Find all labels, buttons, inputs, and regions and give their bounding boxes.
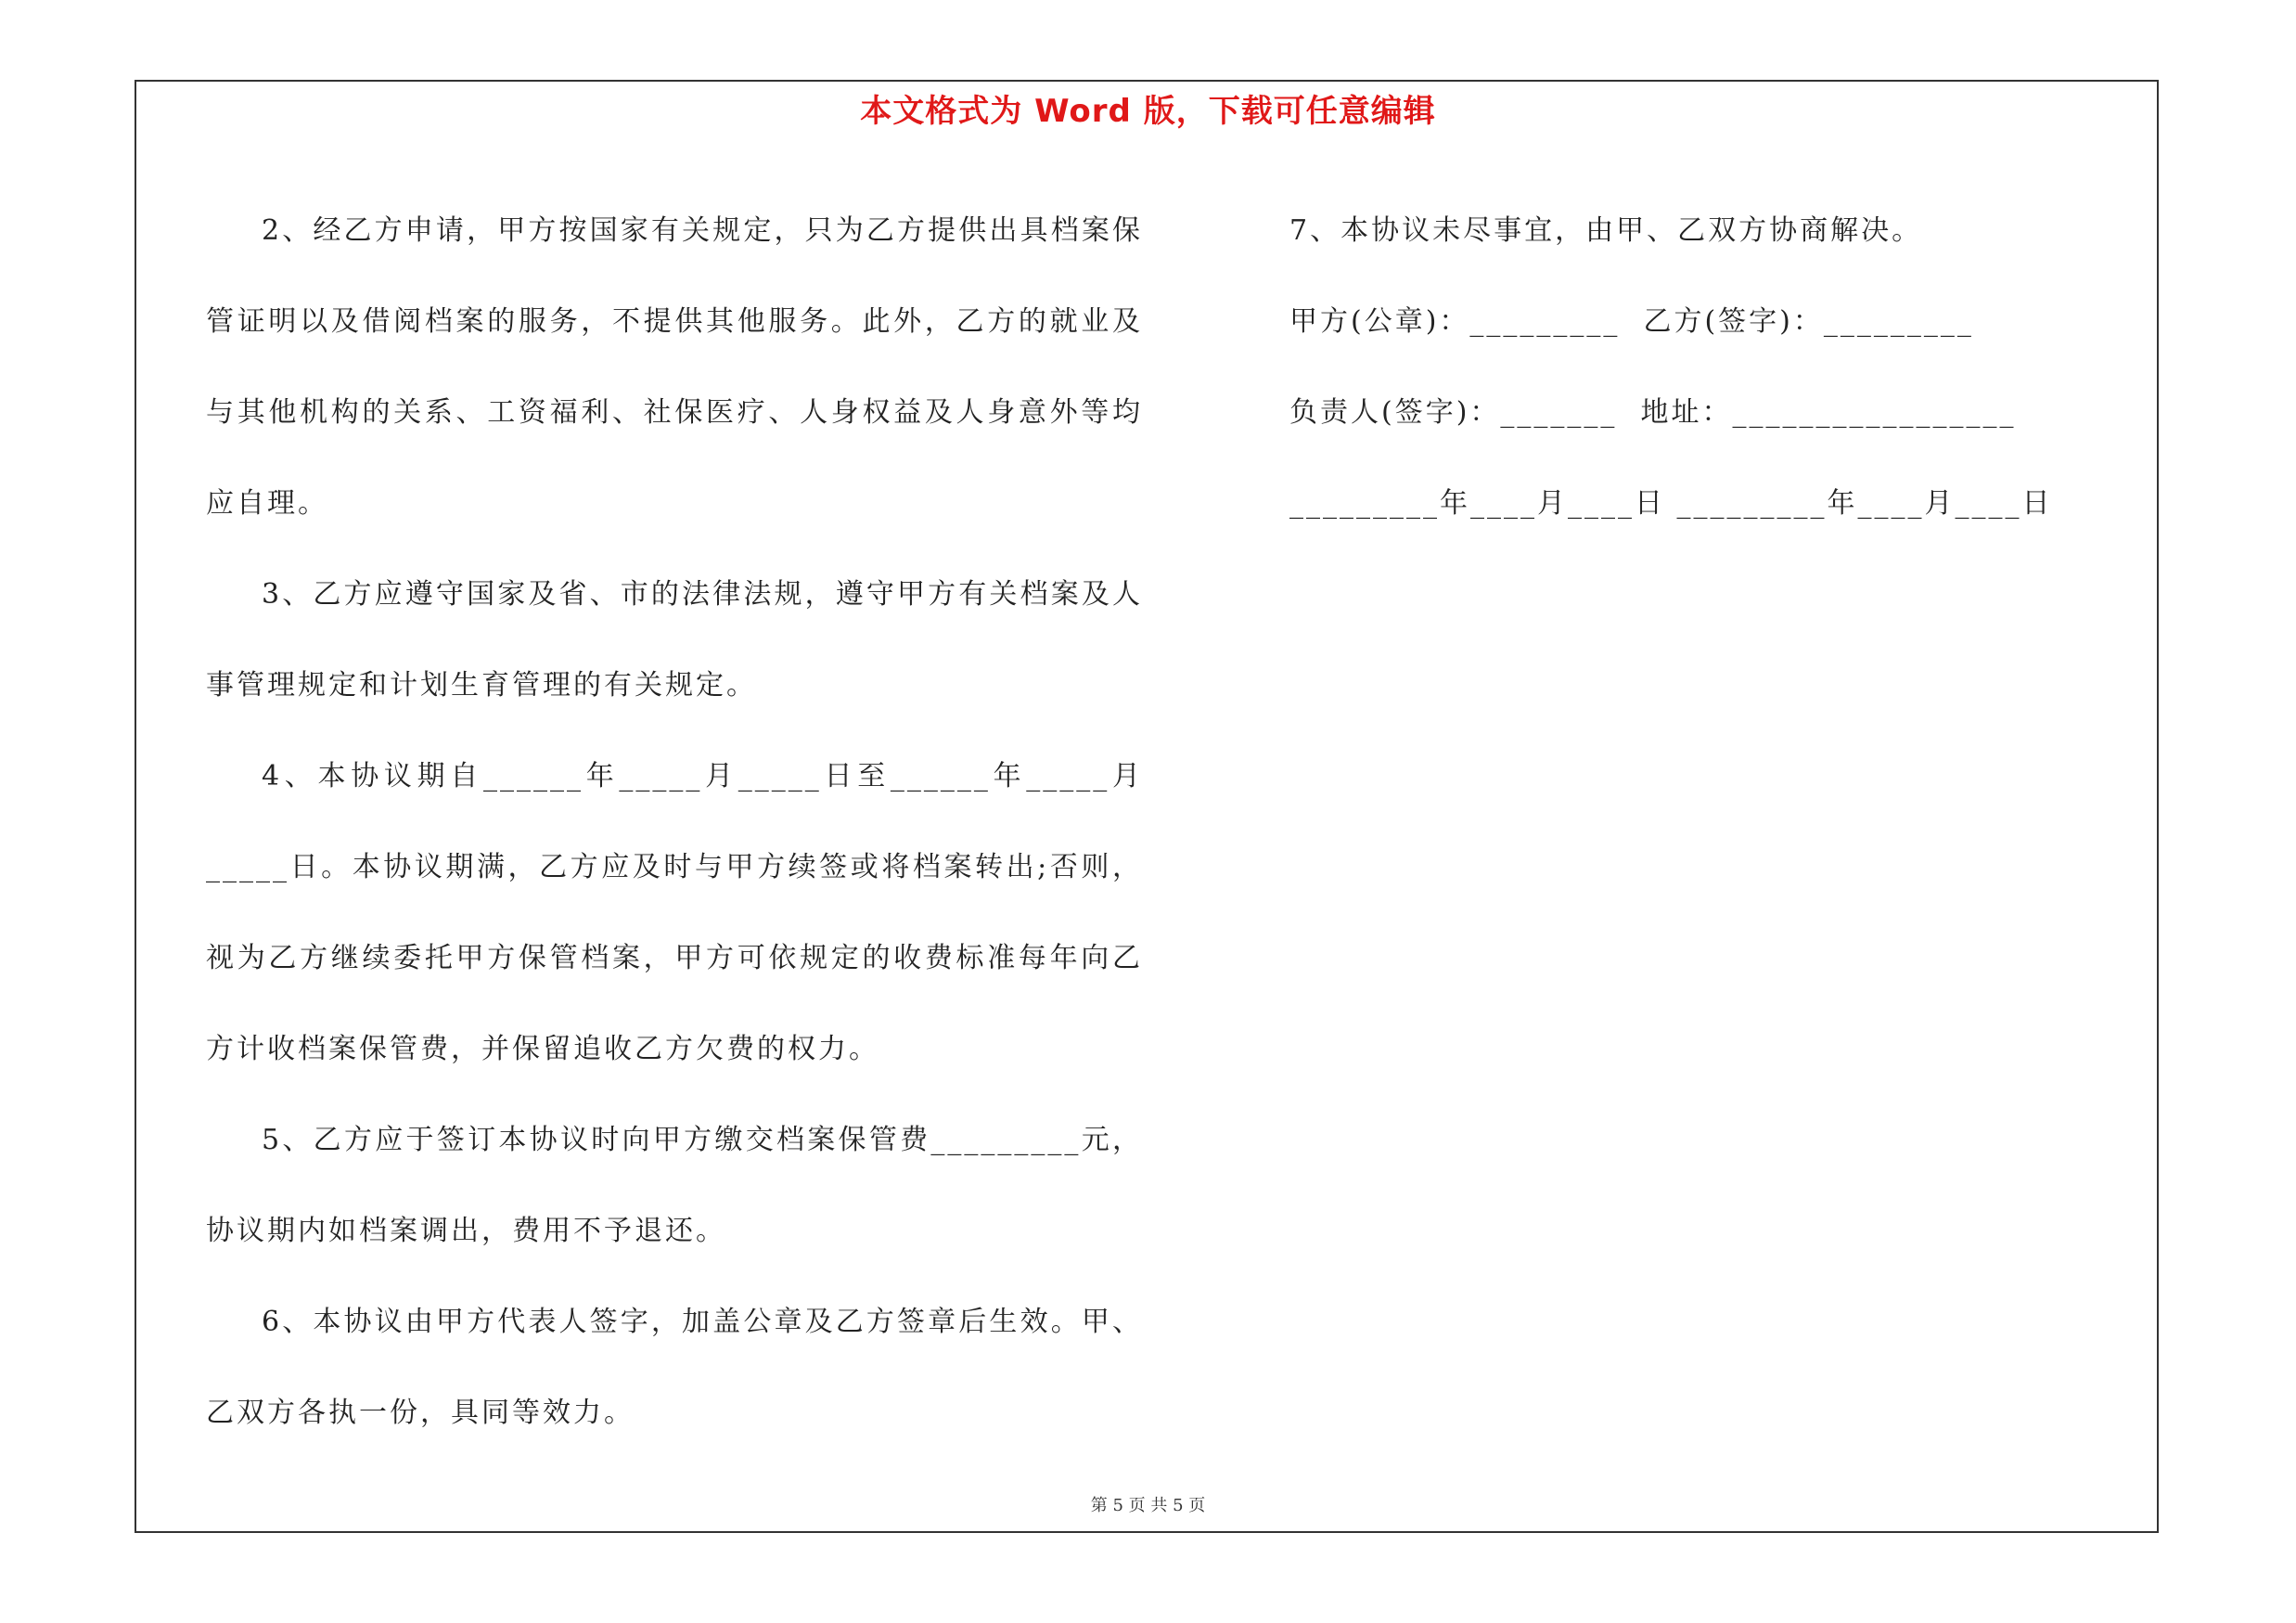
- clause-2: 2、经乙方申请，甲方按国家有关规定，只为乙方提供出具档案保管证明以及借阅档案的服务，不提供其他服务。此外，乙方的就业及与其他机构的关系、工资福利、社保医疗、人身权益及人身意外等均应自理。: [206, 214, 1143, 520]
- clause-6: 6、本协议由甲方代表人签字，加盖公章及乙方签章后生效。甲、乙双方各执一份，具同等效力。: [206, 1306, 1143, 1429]
- clause-3: 3、乙方应遵守国家及省、市的法律法规，遵守甲方有关档案及人事管理规定和计划生育管理的有关规定。: [206, 578, 1143, 702]
- format-notice-banner: 本文格式为 Word 版，下载可任意编辑: [860, 93, 1436, 130]
- signature-line-responsible: 负责人(签字)：_______ 地址：_________________: [1289, 396, 2017, 429]
- clause-5: 5、乙方应于签订本协议时向甲方缴交档案保管费_________元，协议期内如档案调出，费用不予退还。: [206, 1124, 1143, 1247]
- page-number-footer: 第 5 页 共 5 页: [1090, 1496, 1206, 1515]
- right-column: [1289, 186, 2097, 549]
- clause-7: 7、本协议未尽事宜，由甲、乙双方协商解决。: [1289, 214, 1923, 247]
- clause-4: 4、本协议期自______年_____月_____日至______年_____月_____日。本协议期满，乙方应及时与甲方续签或将档案转出;否则，视为乙方继续委托甲方保管档案，甲方可依规定的收费标准每年向乙方计收档案保管费，并保留追收乙方欠费的权力。: [206, 760, 1143, 1065]
- date-line: _________年____月____日 _________年____月____日: [1289, 487, 2053, 520]
- left-column: [206, 186, 1143, 1459]
- signature-line-seal: 甲方(公章)：_________ 乙方(签字)：_________: [1289, 305, 1974, 338]
